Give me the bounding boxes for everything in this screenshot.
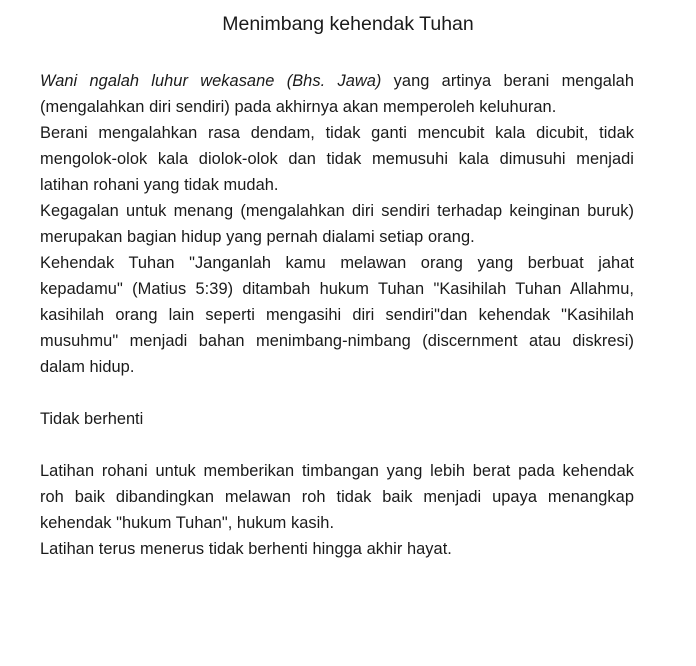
section-paragraph: Latihan rohani untuk memberikan timbangan yang lebih berat pada kehendak roh baik dibandingkan melawan roh tidak baik menjadi upaya menangkap kehendak "hukum Tuhan", hukum kasih. bbox=[40, 462, 634, 532]
body-paragraph: Kehendak Tuhan "Janganlah kamu melawan orang yang berbuat jahat kepadamu" (Matius 5:39) ditambah hukum Tuhan "Kasihilah Tuhan Allahmu, kasihilah orang lain seperti mengasihi diri sendiri"dan kehendak "Kasihilah musuhmu" menjadi bahan menimbang-nimbang (discernment atau diskresi) dalam hidup. bbox=[40, 254, 634, 376]
page-title: Menimbang kehendak Tuhan bbox=[222, 13, 474, 35]
body-paragraph: Berani mengalahkan rasa dendam, tidak ganti mencubit kala dicubit, tidak mengolok-olok kala diolok-olok dan tidak memusuhi kala dimusuhi menjadi latihan rohani yang tidak mudah. bbox=[40, 124, 634, 194]
javanese-phrase: Wani ngalah luhur wekasane (Bhs. Jawa) bbox=[40, 72, 382, 90]
intro-text: yang artinya berani mengalah (mengalahkan diri sendiri) pada akhirnya akan memperoleh keluhuran. bbox=[40, 72, 634, 116]
section-paragraph: Latihan terus menerus tidak berhenti hingga akhir hayat. bbox=[40, 540, 452, 558]
body-paragraph: Kegagalan untuk menang (mengalahkan diri sendiri terhadap keinginan buruk) merupakan bagian hidup yang pernah dialami setiap orang. bbox=[40, 202, 634, 246]
section-heading: Tidak berhenti bbox=[40, 410, 144, 428]
intro-paragraph bbox=[40, 68, 634, 120]
